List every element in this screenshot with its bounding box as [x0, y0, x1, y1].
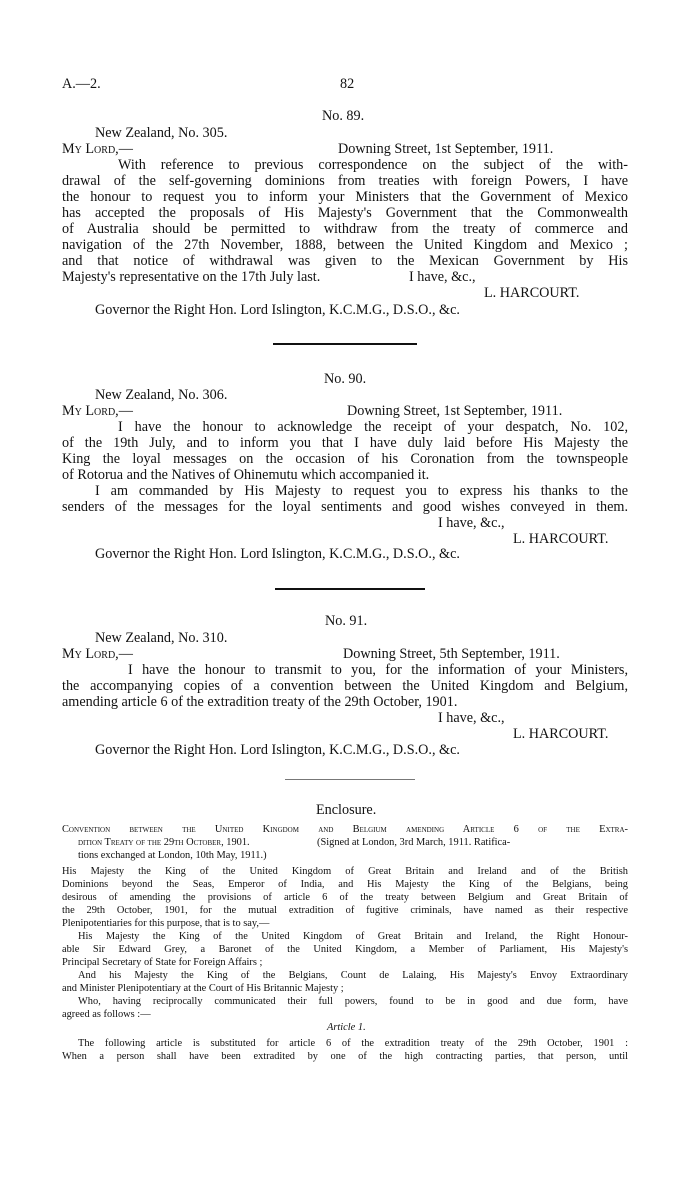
enclosure-body-line: And his Majesty the King of the Belgians, Count de Lalaing, His Majesty's Envoy Extraordinary: [78, 970, 628, 981]
addressee: Governor the Right Hon. Lord Islington, K.C.M.G., D.S.O., &c.: [95, 546, 460, 562]
section-divider: [285, 779, 415, 780]
enclosure-title-line: dition Treaty of the 29th October, 1901.: [78, 837, 250, 848]
place-date: Downing Street, 5th September, 1911.: [343, 646, 560, 662]
letter-reference: New Zealand, No. 305.: [95, 125, 228, 141]
letter-reference: New Zealand, No. 306.: [95, 387, 228, 403]
signature: L. HARCOURT.: [484, 285, 580, 301]
body-line: amending article 6 of the extradition treaty of the 29th October, 1901.: [62, 694, 458, 710]
salutation: My Lord,—: [62, 141, 133, 157]
enclosure-body-line: desirous of amending the provisions of article 6 of the treaty between Belgium and Great Britain of: [62, 892, 628, 903]
enclosure-body-line: agreed as follows :—: [62, 1009, 151, 1020]
body-line: I have the honour to acknowledge the receipt of your despatch, No. 102,: [118, 419, 628, 435]
enclosure-title-tail: (Signed at London, 3rd March, 1911. Ratifica-: [317, 837, 511, 848]
article-heading: Article 1.: [327, 1022, 366, 1033]
closing: I have, &c.,: [438, 710, 505, 726]
enclosure-heading: Enclosure.: [316, 802, 377, 818]
place-date: Downing Street, 1st September, 1911.: [347, 403, 563, 419]
salutation: My Lord,—: [62, 403, 133, 419]
enclosure-body-line: able Sir Edward Grey, a Baronet of the United Kingdom, a Member of Parliament, His Majesty's: [62, 944, 628, 955]
letter-number: No. 90.: [324, 371, 367, 387]
body-line: I have the honour to transmit to you, for the information of your Ministers,: [128, 662, 628, 678]
article-body-line: The following article is substituted for article 6 of the extradition treaty of the 29th October, 1901 :: [78, 1038, 628, 1049]
enclosure-body-line: His Majesty the King of the United Kingdom of Great Britain and Ireland and of the British: [62, 866, 628, 877]
body-line: King the loyal messages on the occasion of his Coronation from the townspeople: [62, 451, 628, 467]
section-divider: [275, 588, 425, 590]
body-line: has accepted the proposals of His Majesty's Government that the Commonwealth: [62, 205, 628, 221]
page-number: 82: [340, 76, 355, 92]
body-line: With reference to previous correspondence on the subject of the with-: [118, 157, 628, 173]
body-line: the accompanying copies of a convention between the United Kingdom and Belgium,: [62, 678, 628, 694]
body-line: I am commanded by His Majesty to request you to express his thanks to the: [95, 483, 628, 499]
enclosure-body-line: Plenipotentiaries for this purpose, that is to say,—: [62, 918, 270, 929]
sessional-paper-ref: A.—2.: [62, 76, 101, 92]
signature: L. HARCOURT.: [513, 726, 609, 742]
enclosure-body-line: His Majesty the King of the United Kingdom of Great Britain and Ireland, the Right Honour-: [78, 931, 628, 942]
enclosure-body-line: and Minister Plenipotentiary at the Court of His Britannic Majesty ;: [62, 983, 344, 994]
addressee: Governor the Right Hon. Lord Islington, K.C.M.G., D.S.O., &c.: [95, 742, 460, 758]
enclosure-body-line: Who, having reciprocally communicated their full powers, found to be in good and due form, have: [78, 996, 628, 1007]
enclosure-body-line: Principal Secretary of State for Foreign Affairs ;: [62, 957, 263, 968]
letter-number: No. 89.: [322, 108, 365, 124]
article-body-line: When a person shall have been extradited by one of the high contracting parties, that person, until: [62, 1051, 628, 1062]
body-line: Majesty's representative on the 17th July last.: [62, 269, 321, 285]
closing: I have, &c.,: [409, 269, 476, 285]
closing: I have, &c.,: [438, 515, 505, 531]
enclosure-title-line: tions exchanged at London, 10th May, 1911.): [78, 850, 267, 861]
letter-number: No. 91.: [325, 613, 368, 629]
body-line: navigation of the 27th November, 1888, between the United Kingdom and Mexico ;: [62, 237, 628, 253]
enclosure-body-line: Dominions beyond the Seas, Emperor of India, and His Majesty the King of the Belgians, being: [62, 879, 628, 890]
enclosure-body-line: the 29th October, 1901, for the mutual extradition of fugitive criminals, have named as their respective: [62, 905, 628, 916]
body-line: drawal of the self-governing dominions from treaties with foreign Powers, I have: [62, 173, 628, 189]
body-line: and that notice of withdrawal was given to the Mexican Government by His: [62, 253, 628, 269]
body-line: of Rotorua and the Natives of Ohinemutu which accompanied it.: [62, 467, 430, 483]
body-line: the honour to request you to inform your Ministers that the Government of Mexico: [62, 189, 628, 205]
body-line: of Australia should be permitted to withdraw from the treaty of commerce and: [62, 221, 628, 237]
body-line: of the 19th July, and to inform you that I have duly laid before His Majesty the: [62, 435, 628, 451]
place-date: Downing Street, 1st September, 1911.: [338, 141, 554, 157]
letter-reference: New Zealand, No. 310.: [95, 630, 228, 646]
body-line: senders of the messages for the loyal sentiments and good wishes conveyed in them.: [62, 499, 628, 515]
section-divider: [273, 343, 417, 345]
enclosure-title-line: Convention between the United Kingdom and Belgium amending Article 6 of the Extra-: [62, 824, 628, 835]
addressee: Governor the Right Hon. Lord Islington, K.C.M.G., D.S.O., &c.: [95, 302, 460, 318]
salutation: My Lord,—: [62, 646, 133, 662]
signature: L. HARCOURT.: [513, 531, 609, 547]
